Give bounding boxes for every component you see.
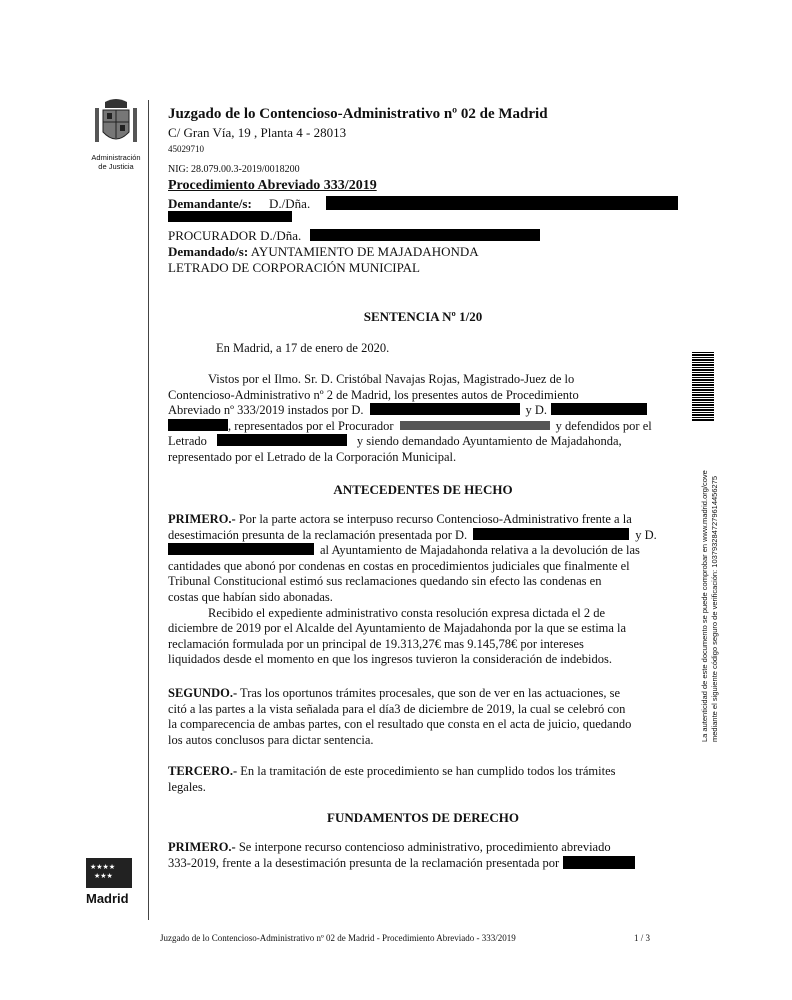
vistos-line [168,434,678,450]
redaction-block [400,421,550,430]
segundo-text: Tras los oportunos trámites procesales, que son de ver en las actuaciones, se [240,686,621,700]
vistos-text: y siendo demandado Ayuntamiento de Majadahonda, [356,434,622,449]
court-address: C/ Gran Vía, 19 , Planta 4 - 28013 [168,125,347,140]
procedure-title: Procedimiento Abreviado 333/2019 [168,178,377,193]
primero-label: PRIMERO.- [168,512,236,526]
demandante-line [168,196,310,212]
primero-line: Tribunal Constitucional estimó sus reclamaciones quedando sin efecto las condenas en [168,574,602,589]
fund-primero-paragraph [168,840,678,871]
vistos-text: , representados por el Procurador [228,418,394,433]
procurador-line: PROCURADOR D./Dña. [168,228,302,243]
tercero-paragraph [168,764,678,795]
tercero-line: legales. [168,779,206,794]
primero-text: al Ayuntamiento de Majadahonda relativa a la devolución de las [320,543,640,558]
crest-label-1: Administración [91,153,141,162]
vistos-line: Contencioso-Administrativo nº 2 de Madrid, los presentes autos de Procedimiento [168,387,579,402]
redaction-block [473,528,629,540]
letrado-line: LETRADO DE CORPORACIÓN MUNICIPAL [168,260,420,275]
vistos-line [168,419,678,435]
verification-line-1: La autenticidad de este documento se puede comprobar en www.madrid.org/cove [700,470,709,742]
segundo-line [168,686,678,702]
redaction-block [551,403,647,415]
vistos-text: Abreviado nº 333/2019 instados por D. [168,403,364,418]
redaction-block [563,856,635,869]
tercero-line [168,764,678,780]
primero-line: costas que habían sido abonadas. [168,589,333,604]
antecedentes-heading: ANTECEDENTES DE HECHO [333,482,513,497]
court-code: 45029710 [168,144,204,154]
page-number: 1 / 3 [634,933,651,943]
vistos-line: representado por el Letrado de la Corporación Municipal. [168,449,457,464]
court-name: Juzgado de lo Contencioso-Administrativo nº 02 de Madrid [168,106,548,122]
coat-of-arms-icon [93,98,139,150]
demandado-label: Demandado/s: [168,244,249,259]
verification-line-2: mediante el siguiente código seguro de verificación: 1037932847279614456275 [710,475,719,742]
primero-text: desestimación presunta de la reclamación presentada por D. [168,527,468,542]
justice-crest [86,98,146,171]
vistos-text: y defendidos por el [555,418,652,433]
vistos-text: y D. [525,403,548,418]
primero-text: Por la parte actora se interpuso recurso Contencioso-Administrativo frente a la [238,512,632,526]
primero-paragraph [168,512,678,668]
redaction-block [168,419,228,431]
primero-line: Recibido el expediente administrativo consta resolución expresa dictada el 2 de [208,605,606,620]
segundo-paragraph [168,686,678,748]
vistos-line: Vistos por el Ilmo. Sr. D. Cristóbal Navajas Rojas, Magistrado-Juez de lo [208,372,575,386]
primero-line [168,512,678,528]
segundo-line: los autos conclusos para dictar sentencia. [168,732,374,747]
primero-line [168,543,678,559]
margin-rule [148,100,149,920]
demandante-label: Demandante/s: [168,196,252,211]
redaction-block [326,196,678,210]
primero-line: liquidados desde el momento en que los ingresos tuvieron la consideración de indebidos. [168,652,613,667]
demandado-value: AYUNTAMIENTO DE MAJADAHONDA [250,244,479,259]
primero-line: cantidades que abonó por condenas en costas en procedimientos judiciales que finalmente el [168,558,630,573]
segundo-line: citó a las partes a la vista señalada para el día3 de diciembre de 2019, la cual se celebró con [168,701,626,716]
fund-primero-label: PRIMERO.- [168,840,236,854]
vistos-paragraph [168,372,678,466]
primero-text: y D. [635,527,657,542]
sentencia-title: SENTENCIA Nº 1/20 [363,309,483,324]
stars-flag-icon: ★★★★ ★★★ [86,858,132,888]
nig-number: NIG: 28.079.00.3-2019/0018200 [168,164,300,175]
segundo-line: la comparecencia de ambas partes, con el resultado que consta en el acta de juicio, quedando [168,717,632,732]
vistos-line [168,403,678,419]
demandante-value: D./Dña. [269,196,311,211]
segundo-label: SEGUNDO.- [168,686,238,700]
redaction-block [370,403,520,415]
madrid-wordmark: Madrid [86,891,129,906]
primero-line: diciembre de 2019 por el Alcalde del Ayuntamiento de Majadahonda por la que se estima la [168,621,627,636]
fundamentos-heading: FUNDAMENTOS DE DERECHO [327,810,519,825]
crest-label-2: de Justicia [98,162,134,171]
primero-line [168,528,678,544]
redaction-block [310,229,540,241]
redaction-block [168,211,292,222]
barcode [692,352,714,422]
fund-primero-line [168,840,678,856]
date-line: En Madrid, a 17 de enero de 2020. [216,341,390,355]
fund-primero-line [168,856,678,872]
primero-line: reclamación formulada por un principal de 19.313,27€ mas 9.145,78€ por intereses [168,636,584,651]
fund-primero-text: Se interpone recurso contencioso administrativo, procedimiento abreviado [238,840,611,854]
madrid-logo [86,858,134,906]
footer-text: Juzgado de lo Contencioso-Administrativo nº 02 de Madrid - Procedimiento Abreviado - 333/2019 [160,933,516,943]
demandado-line [168,244,479,260]
fund-primero-text: 333-2019, frente a la desestimación presunta de la reclamación presentada por [168,855,560,870]
redaction-block [168,543,314,555]
redaction-block [217,434,347,446]
tercero-label: TERCERO.- [168,764,238,778]
tercero-text: En la tramitación de este procedimiento se han cumplido todos los trámites [240,764,616,778]
vistos-text: Letrado [168,434,207,449]
